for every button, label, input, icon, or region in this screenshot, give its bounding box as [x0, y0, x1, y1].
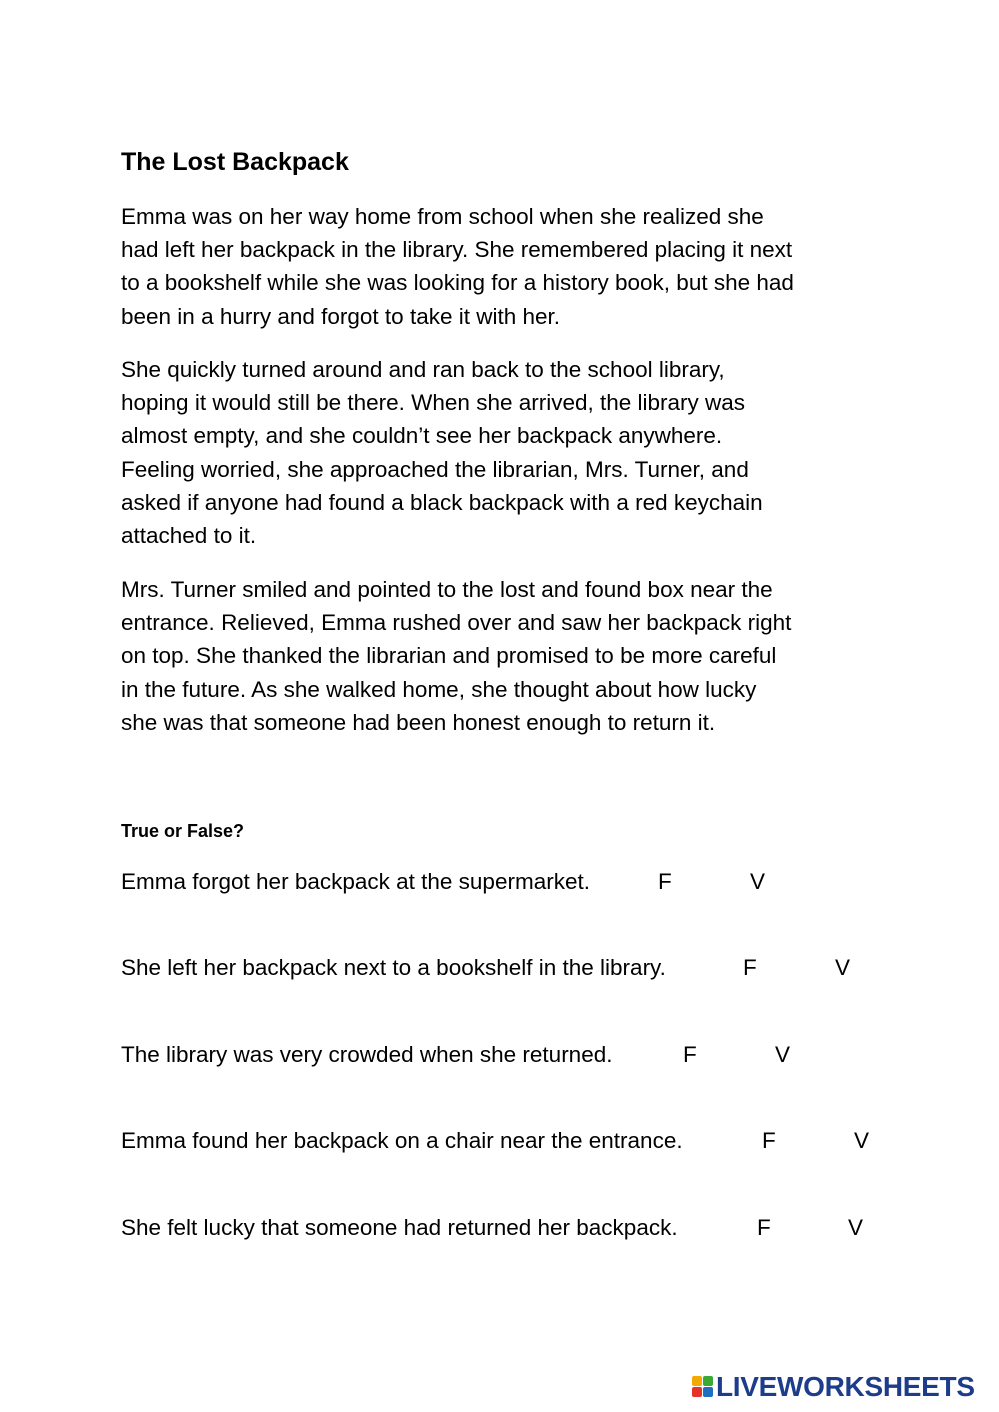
logo-square	[692, 1376, 702, 1386]
true-option[interactable]: V	[750, 869, 766, 894]
paragraph-line: almost empty, and she couldn’t see her backpack anywhere.	[121, 423, 723, 449]
logo-square	[703, 1387, 713, 1397]
paragraph-line: had left her backpack in the library. She remembered placing it next	[121, 237, 793, 263]
true-option[interactable]: V	[848, 1215, 864, 1240]
paragraph-line: on top. She thanked the librarian and promised to be more careful	[121, 643, 777, 669]
story-paragraph-3	[121, 573, 891, 739]
question-statement: She left her backpack next to a bookshelf in the library.	[121, 955, 666, 980]
paragraph-line: she was that someone had been honest enough to return it.	[121, 709, 716, 735]
question-statement: The library was very crowded when she returned.	[121, 1042, 613, 1067]
false-option[interactable]: F	[683, 1042, 697, 1067]
quiz-question-3	[121, 1040, 921, 1070]
question-statement: Emma forgot her backpack at the supermarket.	[121, 869, 590, 894]
true-option[interactable]: V	[835, 955, 851, 980]
paragraph-line: hoping it would still be there. When she arrived, the library was	[121, 390, 746, 416]
quiz-question-1	[121, 867, 921, 897]
question-statement: She felt lucky that someone had returned her backpack.	[121, 1215, 678, 1240]
paragraph-line: attached to it.	[121, 523, 257, 549]
quiz-question-4	[121, 1126, 921, 1156]
paragraph-line: asked if anyone had found a black backpack with a red keychain	[121, 489, 763, 515]
paragraph-line: to a bookshelf while she was looking for a history book, but she had	[121, 270, 794, 296]
brand-wordmark: LIVEWORKSHEETS	[716, 1371, 975, 1402]
paragraph-line: been in a hurry and forgot to take it with her.	[121, 303, 561, 329]
logo-square	[692, 1387, 702, 1397]
logo-square	[703, 1376, 713, 1386]
true-option[interactable]: V	[775, 1042, 791, 1067]
paragraph-line: entrance. Relieved, Emma rushed over and saw her backpack right	[121, 610, 792, 636]
paragraph-line: in the future. As she walked home, she thought about how lucky	[121, 676, 757, 702]
story-paragraph-2	[121, 353, 891, 552]
quiz-heading: True or False?	[121, 821, 245, 841]
false-option[interactable]: F	[757, 1215, 771, 1240]
paragraph-line: Feeling worried, she approached the librarian, Mrs. Turner, and	[121, 456, 749, 482]
true-option[interactable]: V	[854, 1128, 870, 1153]
paragraph-line: Mrs. Turner smiled and pointed to the lost and found box near the	[121, 577, 773, 602]
question-statement: Emma found her backpack on a chair near the entrance.	[121, 1128, 683, 1153]
liveworksheets-brand	[692, 1371, 992, 1403]
false-option[interactable]: F	[743, 955, 757, 980]
paragraph-line: Emma was on her way home from school when she realized she	[121, 204, 764, 229]
story-title: The Lost Backpack	[121, 148, 349, 176]
paragraph-line: She quickly turned around and ran back to the school library,	[121, 357, 725, 382]
false-option[interactable]: F	[658, 869, 672, 894]
false-option[interactable]: F	[762, 1128, 776, 1153]
liveworksheets-logo-icon	[692, 1376, 713, 1398]
quiz-question-2	[121, 953, 921, 983]
quiz-question-5	[121, 1213, 921, 1243]
story-paragraph-1	[121, 200, 891, 333]
